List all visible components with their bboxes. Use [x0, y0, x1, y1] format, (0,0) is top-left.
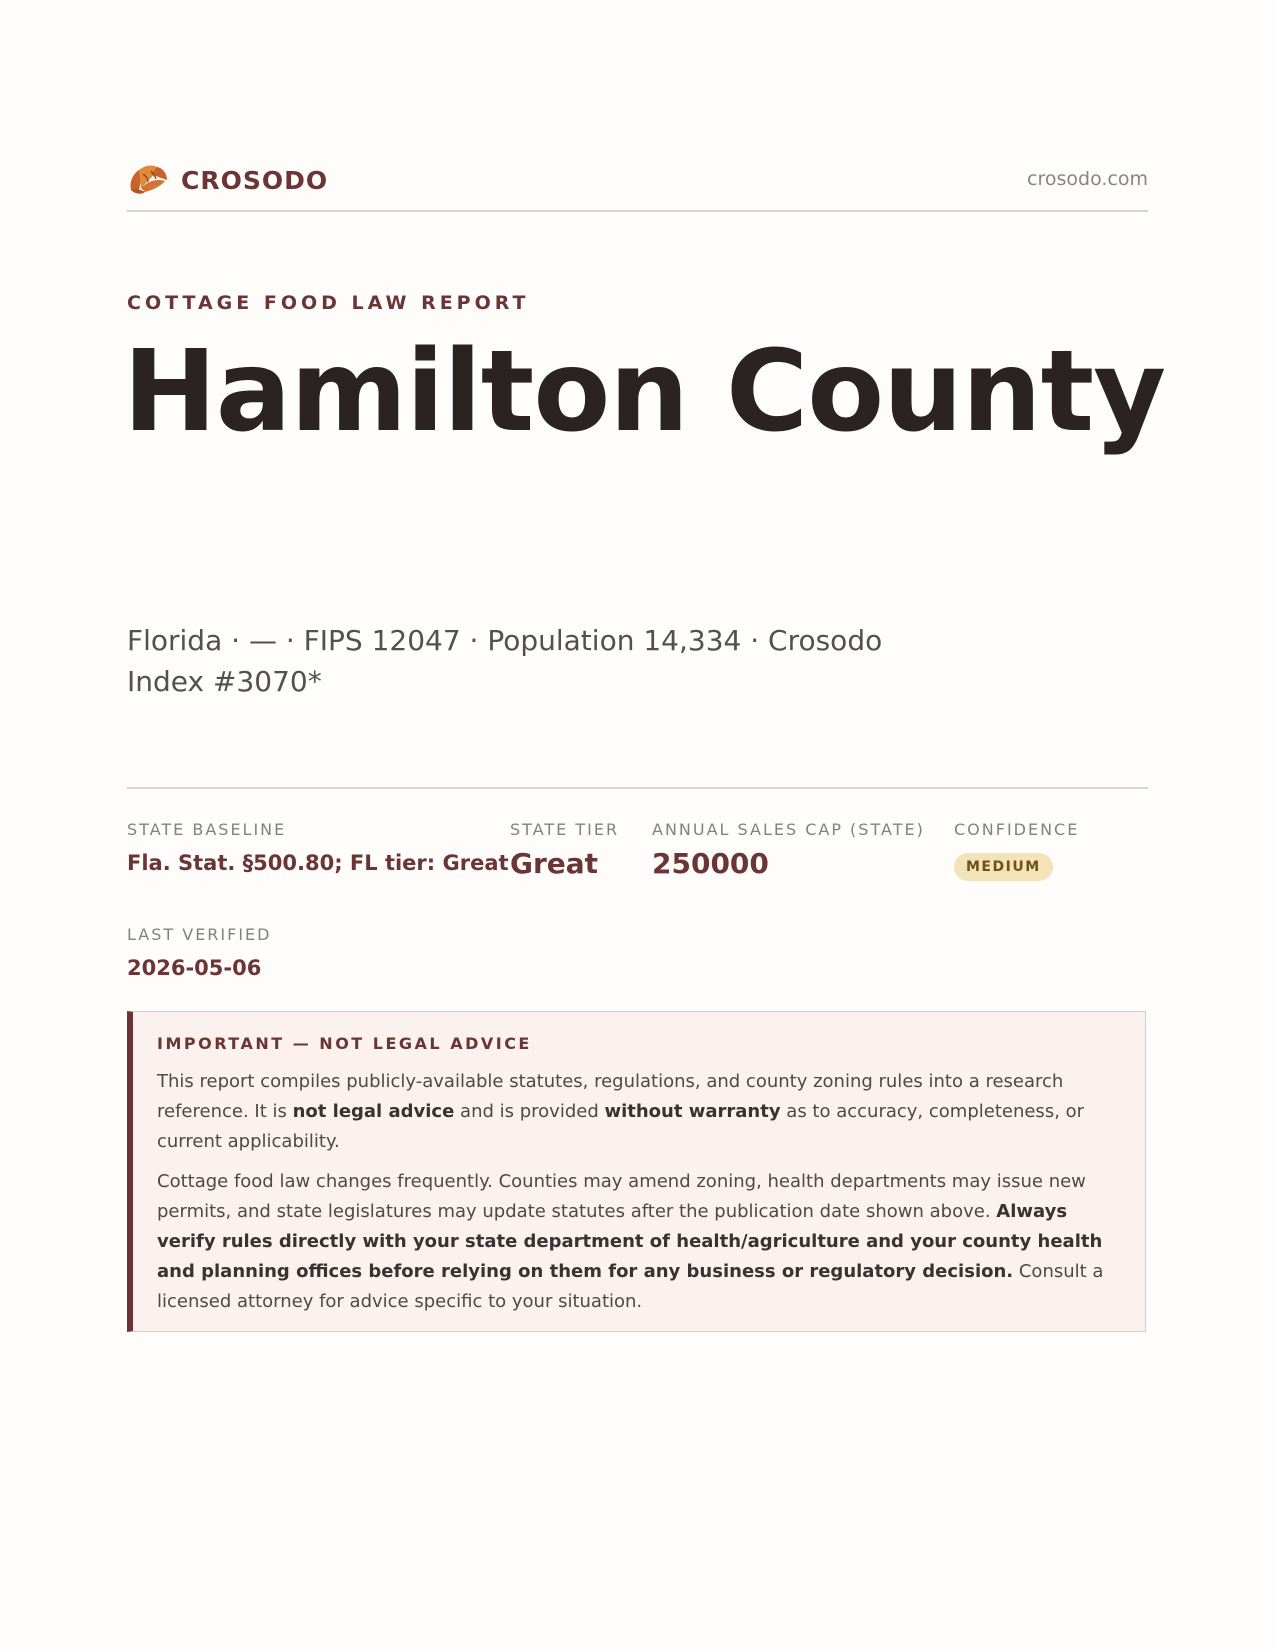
notice-text: as to accuracy, completeness, or current applicability.: [157, 1101, 1085, 1152]
notice-emphasis: not legal advice: [292, 1101, 455, 1122]
confidence-badge: MEDIUM: [954, 853, 1053, 881]
legal-notice: [127, 1011, 1146, 1332]
stat-label: CONFIDENCE: [954, 820, 1080, 839]
page-header: [127, 158, 1148, 212]
notice-emphasis: Always verify rules directly with your state department of health/agriculture and your county health and planning offices before relying on them for any business or regulatory decision.: [157, 1201, 1103, 1282]
notice-text: and is provided: [454, 1101, 605, 1122]
brand-name: CROSODO: [181, 165, 329, 195]
stat-state-baseline: [127, 820, 509, 875]
notice-text: Consult a licensed attorney for advice specific to your situation.: [157, 1261, 1104, 1312]
notice-text: Cottage food law changes frequently. Counties may amend zoning, health departments may issue new permits, and state legislatures may update statutes after the publication date shown above.: [157, 1171, 1086, 1222]
notice-heading: IMPORTANT — NOT LEGAL ADVICE: [157, 1034, 532, 1053]
stat-value: Fla. Stat. §500.80; FL tier: Great: [127, 851, 509, 875]
stat-label: ANNUAL SALES CAP (STATE): [652, 820, 925, 839]
report-subtitle: Florida · — · FIPS 12047 · Population 14,334 · Crosodo Index #3070*: [127, 624, 883, 698]
notice-paragraph: [157, 1167, 1122, 1317]
report-eyebrow: COTTAGE FOOD LAW REPORT: [127, 292, 530, 314]
stat-last-verified: [127, 925, 271, 980]
stat-value: 2026-05-06: [127, 956, 262, 980]
croissant-icon: [127, 160, 169, 200]
stat-label: STATE BASELINE: [127, 820, 287, 839]
notice-emphasis: without warranty: [604, 1101, 781, 1122]
notice-paragraph: [157, 1067, 1122, 1157]
stat-label: STATE TIER: [510, 820, 620, 839]
divider: [127, 787, 1148, 789]
page-title: Hamilton County: [123, 327, 1166, 457]
stat-sales-cap: [652, 820, 925, 880]
stat-label: LAST VERIFIED: [127, 925, 272, 944]
notice-text: This report compiles publicly-available statutes, regulations, and county zoning rules into a research reference. It is: [157, 1071, 1064, 1122]
site-domain: crosodo.com: [1027, 168, 1148, 190]
stat-value: 250000: [652, 847, 769, 880]
stat-value: Great: [510, 847, 599, 880]
stat-state-tier: [510, 820, 619, 880]
stat-confidence: [954, 820, 1079, 881]
brand: [127, 160, 328, 200]
